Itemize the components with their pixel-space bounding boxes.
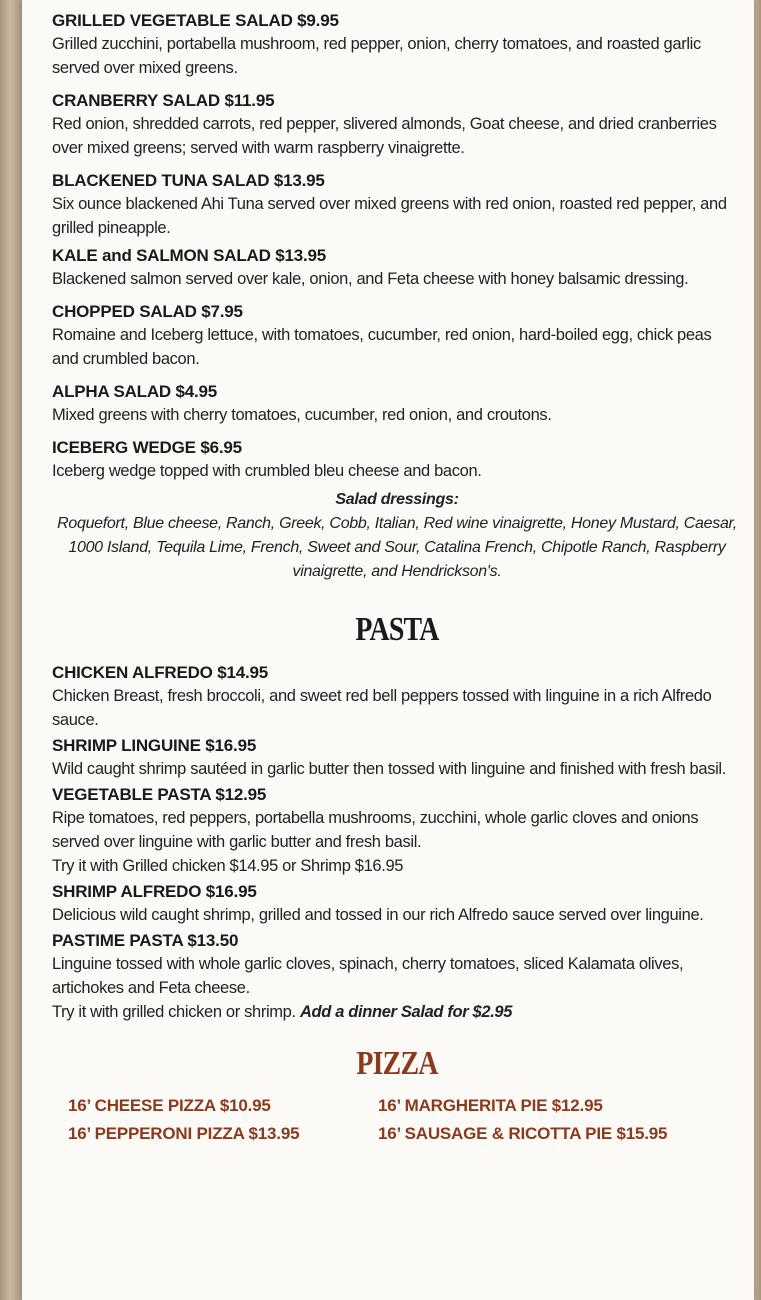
item-description: Delicious wild caught shrimp, grilled and tossed in our rich Alfredo sauce served over linguine. (52, 906, 704, 924)
item-title: ICEBERG WEDGE $6.95 (52, 438, 242, 457)
item-title: CHICKEN ALFREDO $14.95 (52, 663, 269, 682)
item-description: Mixed greens with cherry tomatoes, cucumber, red onion, and croutons. (52, 406, 552, 424)
pizza-heading: PIZZA (356, 1045, 438, 1082)
item-title: CRANBERRY SALAD $11.95 (52, 91, 275, 110)
item-upsell (52, 1000, 742, 1024)
menu-item-grilled-vegetable-salad (52, 10, 742, 80)
salad-dressings (52, 488, 742, 584)
salad-section (52, 10, 742, 584)
item-description: Grilled zucchini, portabella mushroom, red pepper, onion, cherry tomatoes, and roasted garlic served over mixed greens. (52, 35, 701, 77)
menu-item-blackened-tuna-salad (52, 170, 742, 240)
menu-item-chopped-salad (52, 301, 742, 371)
menu-page (22, 0, 754, 1300)
dinner-salad-offer: Add a dinner Salad for $2.95 (299, 1003, 513, 1021)
menu-item-shrimp-alfredo (52, 881, 742, 927)
menu-item-iceberg-wedge (52, 437, 742, 483)
menu-item-margherita-pie: 16’ MARGHERITA PIE $12.95 (378, 1096, 603, 1115)
item-description: Romaine and Iceberg lettuce, with tomatoes, cucumber, red onion, hard-boiled egg, chick peas and crumbled bacon. (52, 326, 712, 368)
item-title: VEGETABLE PASTA $12.95 (52, 785, 267, 804)
item-title: PASTIME PASTA $13.50 (52, 931, 239, 950)
item-upsell: Try it with Grilled chicken $14.95 or Shrimp $16.95 (52, 857, 404, 875)
menu-item-cranberry-salad (52, 90, 742, 160)
item-description: Wild caught shrimp sautéed in garlic butter then tossed with linguine and finished with fresh basil. (52, 760, 726, 778)
item-title: SHRIMP ALFREDO $16.95 (52, 882, 257, 901)
item-title: CHOPPED SALAD $7.95 (52, 302, 243, 321)
pasta-heading: PASTA (355, 611, 439, 648)
item-description: Blackened salmon served over kale, onion, and Feta cheese with honey balsamic dressing. (52, 270, 689, 288)
menu-item-chicken-alfredo (52, 662, 742, 732)
item-description: Chicken Breast, fresh broccoli, and sweet red bell peppers tossed with linguine in a rich Alfredo sauce. (52, 687, 712, 729)
menu-item-vegetable-pasta (52, 784, 742, 878)
menu-item-sausage-ricotta-pie: 16’ SAUSAGE & RICOTTA PIE $15.95 (378, 1124, 668, 1143)
item-description: Red onion, shredded carrots, red pepper, slivered almonds, Goat cheese, and dried cranberries over mixed greens; served with warm raspberry vinaigrette. (52, 115, 717, 157)
menu-item-cheese-pizza: 16’ CHEESE PIZZA $10.95 (68, 1096, 271, 1115)
item-title: SHRIMP LINGUINE $16.95 (52, 736, 257, 755)
menu-item-kale-salmon-salad (52, 245, 742, 291)
menu-content (52, 10, 742, 1146)
pizza-section (52, 1094, 742, 1146)
dressings-list: Roquefort, Blue cheese, Ranch, Greek, Cobb, Italian, Red wine vinaigrette, Honey Mustard, Caesar, 1000 Island, Tequila Lime, French, Sweet and Sour, Catalina French, Chipotle Ranch, Raspberry vinaigrette, and Hendrickson's. (57, 515, 737, 580)
item-description: Six ounce blackened Ahi Tuna served over mixed greens with red onion, roasted red pepper, and grilled pineapple. (52, 195, 727, 237)
dressings-title: Salad dressings: (335, 491, 459, 508)
item-title: ALPHA SALAD $4.95 (52, 382, 218, 401)
upsell-text: Try it with grilled chicken or shrimp. (52, 1003, 296, 1021)
item-title: KALE and SALMON SALAD $13.95 (52, 246, 327, 265)
menu-item-pepperoni-pizza: 16’ PEPPERONI PIZZA $13.95 (68, 1124, 300, 1143)
item-title: GRILLED VEGETABLE SALAD $9.95 (52, 11, 339, 30)
menu-item-alpha-salad (52, 381, 742, 427)
item-title: BLACKENED TUNA SALAD $13.95 (52, 171, 325, 190)
item-description: Iceberg wedge topped with crumbled bleu cheese and bacon. (52, 462, 482, 480)
item-description: Ripe tomatoes, red peppers, portabella mushrooms, zucchini, whole garlic cloves and onions served over linguine with garlic butter and fresh basil. (52, 809, 699, 851)
menu-item-pastime-pasta (52, 930, 742, 1024)
menu-item-shrimp-linguine (52, 735, 742, 781)
item-description: Linguine tossed with whole garlic cloves, spinach, cherry tomatoes, sliced Kalamata olives, artichokes and Feta cheese. (52, 955, 684, 997)
pasta-section (52, 662, 742, 1024)
